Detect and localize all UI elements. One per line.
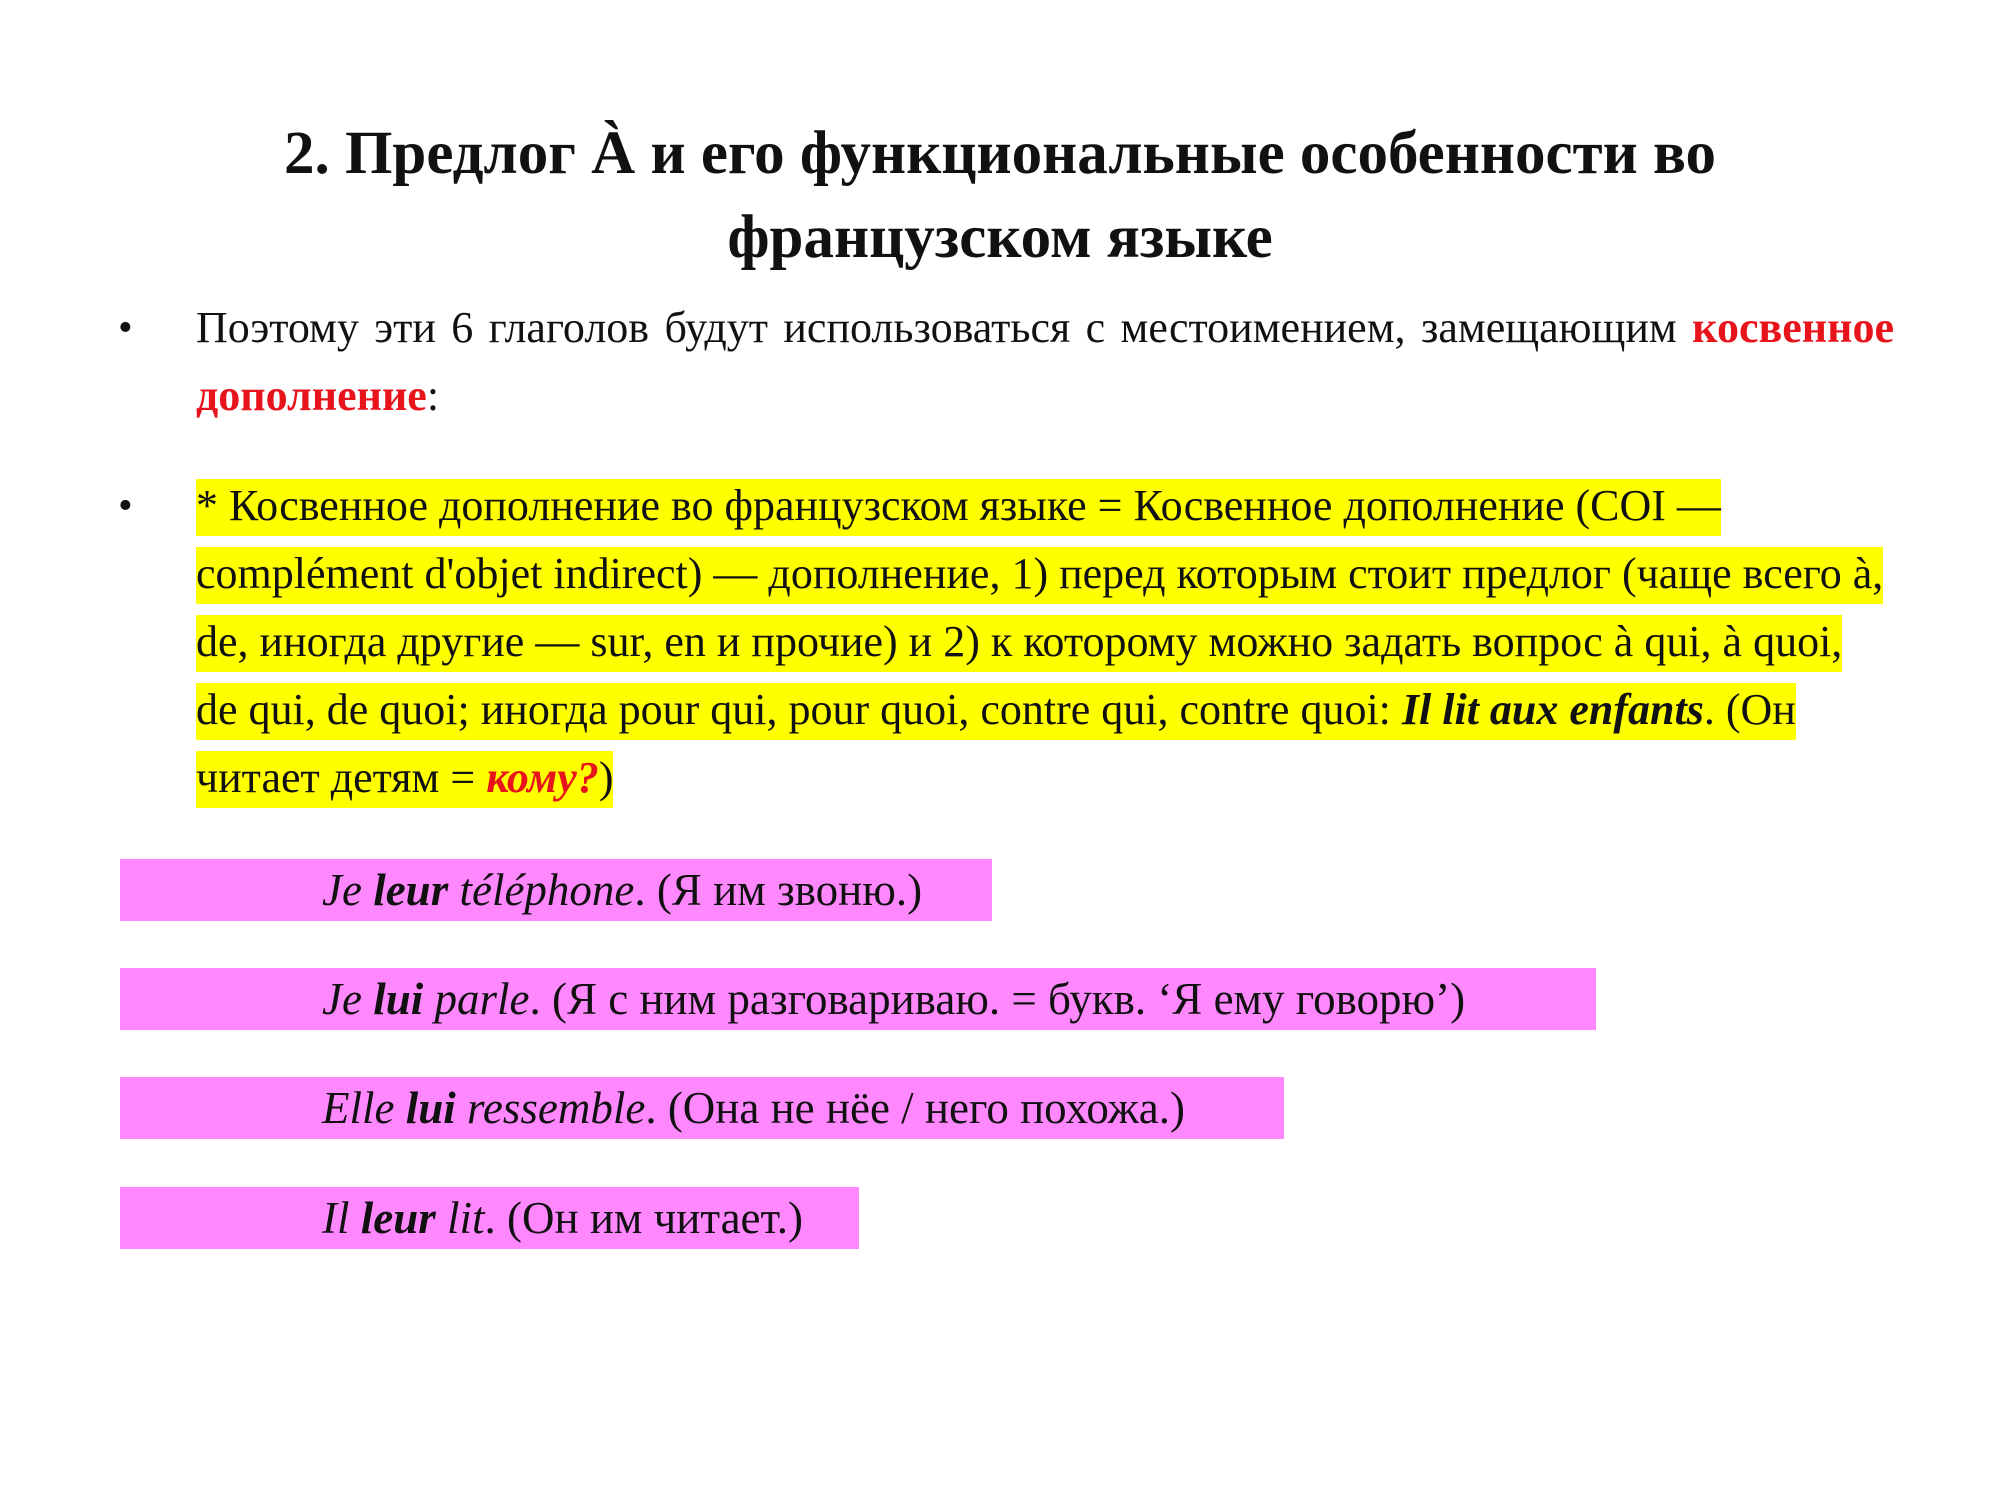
example-verb: parle	[423, 974, 530, 1024]
slide-title	[140, 112, 1860, 280]
bullet-1-colon: :	[426, 371, 440, 420]
example-verb: téléphone	[448, 865, 635, 915]
example-subject: Je	[322, 974, 374, 1024]
example-pronoun: leur	[373, 865, 449, 915]
example-translation: . (Он им читает.)	[484, 1193, 804, 1243]
example-translation: . (Она не нёе / него похожа.)	[645, 1083, 1186, 1133]
bullet-text	[196, 294, 1894, 430]
example-translation: . (Я с ним разговариваю. = букв. ‘Я ему говорю’)	[529, 974, 1466, 1024]
closing-paren: )	[598, 753, 614, 802]
example-pronoun: lui	[373, 974, 424, 1024]
example-line-1	[322, 859, 922, 921]
example-sentence-fr: Il lit aux enfants	[1401, 685, 1704, 734]
bullet-marker: •	[118, 305, 133, 351]
definition-block	[196, 472, 1886, 812]
bullet-1-text: Поэтому эти 6 глаголов будут использоваться с местоимением, замещающим	[196, 303, 1693, 352]
slide-title-line-2: французском языке	[727, 204, 1273, 271]
example-pronoun: leur	[360, 1193, 436, 1243]
slide-title-line-1: 2. Предлог À и его функциональные особенности во	[283, 120, 1716, 187]
example-verb: ressemble	[455, 1083, 646, 1133]
example-subject: Elle	[322, 1083, 406, 1133]
definition-text: * Косвенное дополнение во французском языке = Косвенное дополнение (COI — complément d'objet indirect) — дополнение, 1) перед которым стоит предлог (чаще всего à, de, иногда другие — sur, en и прочие) и 2) к которому можно задать вопрос à qui, à quoi, de qui, de quoi; иногда pour qui, pour quoi, contre qui, contre quoi:	[196, 481, 1884, 734]
definition-highlight	[196, 479, 1883, 808]
example-line-3	[322, 1077, 1185, 1139]
example-subject: Je	[322, 865, 374, 915]
question-word: кому?	[486, 753, 599, 802]
example-pronoun: lui	[405, 1083, 456, 1133]
indirect-object-term: косвенное дополнение	[196, 303, 1894, 420]
example-line-2	[322, 968, 1465, 1030]
example-translation: . (Он читает детям =	[196, 685, 1796, 802]
example-verb: lit	[435, 1193, 485, 1243]
example-subject: Il	[322, 1193, 361, 1243]
bullet-marker: •	[118, 483, 133, 529]
example-translation: . (Я им звоню.)	[634, 865, 923, 915]
example-line-4	[322, 1187, 803, 1249]
